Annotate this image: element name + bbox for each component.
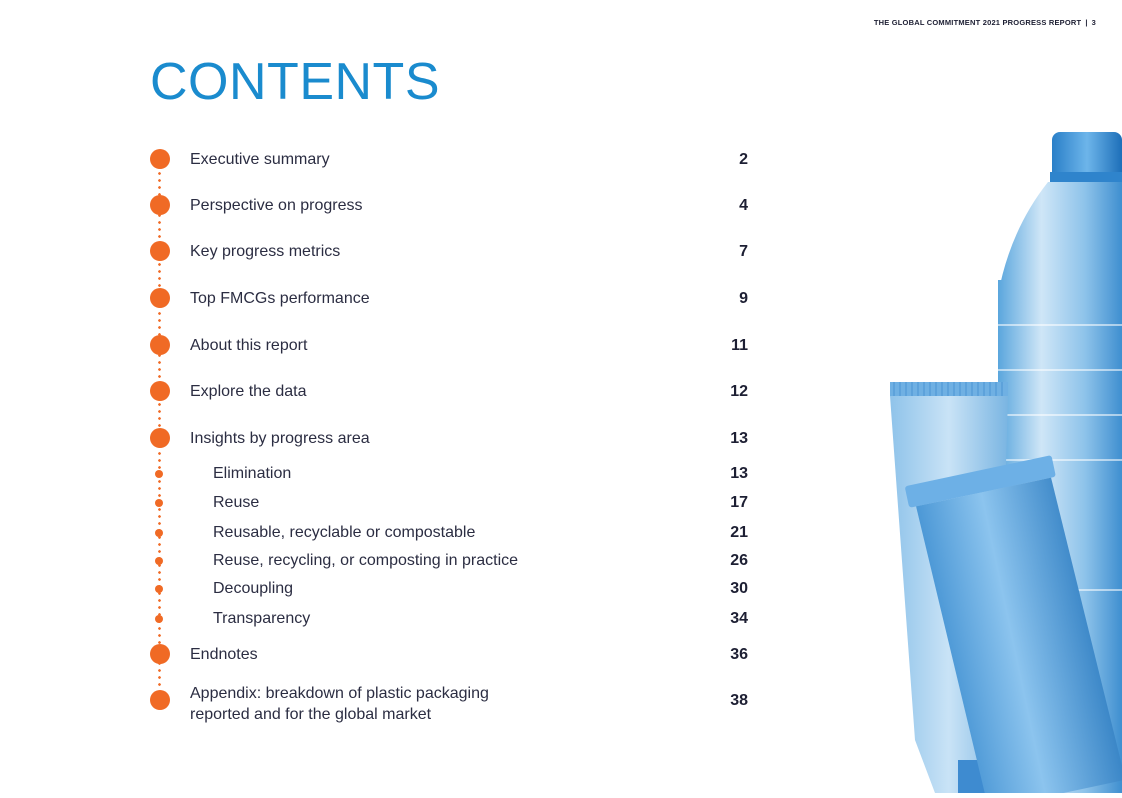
toc-label: Elimination xyxy=(213,465,292,482)
toc-label: Appendix: breakdown of plastic packaging reported and for the global market xyxy=(190,685,489,723)
toc-page: 21 xyxy=(730,524,748,541)
toc-label: Reusable, recyclable or compostable xyxy=(213,524,476,541)
toc-page: 34 xyxy=(730,610,748,627)
report-title: THE GLOBAL COMMITMENT 2021 PROGRESS REPORT xyxy=(873,18,1082,27)
toc-label: Perspective on progress xyxy=(190,197,363,214)
toc-subentry-decoupling[interactable] xyxy=(0,577,760,601)
running-header xyxy=(874,18,1096,27)
page-number: 3 xyxy=(1091,18,1096,27)
toc-label: Decoupling xyxy=(213,580,294,597)
toc-subentry-in-practice[interactable] xyxy=(0,549,760,573)
toc-page: 9 xyxy=(739,290,748,307)
toc-page: 36 xyxy=(730,646,748,663)
toc-page: 4 xyxy=(739,197,748,214)
toc-page: 2 xyxy=(739,151,748,168)
toc-entry-key-progress-metrics[interactable] xyxy=(0,240,760,264)
toc-page: 12 xyxy=(730,383,748,400)
toc-label: About this report xyxy=(190,337,308,354)
toc-subentry-reuse[interactable] xyxy=(0,491,760,515)
bullet-icon xyxy=(150,149,170,169)
toc-label: Top FMCGs performance xyxy=(190,290,370,307)
bullet-icon xyxy=(150,428,170,448)
toc-subentry-transparency[interactable] xyxy=(0,607,760,631)
toc-page: 11 xyxy=(731,337,748,354)
sub-bullet-icon xyxy=(155,615,163,623)
toc-page: 30 xyxy=(730,580,748,597)
bullet-icon xyxy=(150,381,170,401)
toc-label: Transparency xyxy=(213,610,311,627)
bullet-icon xyxy=(150,195,170,215)
toc-entry-perspective-on-progress[interactable] xyxy=(0,194,760,218)
toc-page: 17 xyxy=(730,494,748,511)
toc-entry-endnotes[interactable] xyxy=(0,643,760,667)
toc-subentry-reusable-recyclable-compostable[interactable] xyxy=(0,521,760,545)
sub-bullet-icon xyxy=(155,529,163,537)
bullet-icon xyxy=(150,690,170,710)
header-separator: | xyxy=(1085,18,1088,27)
toc-entry-insights-by-progress-area[interactable] xyxy=(0,427,760,451)
toc-entry-about-this-report[interactable] xyxy=(0,334,760,358)
toc-label: Executive summary xyxy=(190,151,330,168)
toc-entry-top-fmcgs-performance[interactable] xyxy=(0,287,760,311)
toc-label: Reuse xyxy=(213,494,260,511)
sub-bullet-icon xyxy=(155,499,163,507)
toc-page: 38 xyxy=(730,692,748,709)
bullet-icon xyxy=(150,644,170,664)
toc-label: Insights by progress area xyxy=(190,430,370,447)
toc-label: Endnotes xyxy=(190,646,258,663)
toc-label: Explore the data xyxy=(190,383,307,400)
bullet-icon xyxy=(150,241,170,261)
toc-entry-explore-the-data[interactable] xyxy=(0,380,760,404)
toc-entry-executive-summary[interactable] xyxy=(0,148,760,172)
sub-bullet-icon xyxy=(155,470,163,478)
sub-bullet-icon xyxy=(155,557,163,565)
plastic-packaging-photo-icon xyxy=(880,120,1122,793)
page-title: CONTENTS xyxy=(150,53,440,111)
toc-page: 7 xyxy=(739,243,748,260)
toc-page: 13 xyxy=(730,430,748,447)
toc-label: Reuse, recycling, or composting in practice xyxy=(213,552,519,569)
toc-page: 13 xyxy=(730,465,748,482)
toc-entry-appendix[interactable] xyxy=(0,685,760,723)
toc-page: 26 xyxy=(730,552,748,569)
bullet-icon xyxy=(150,288,170,308)
toc-subentry-elimination[interactable] xyxy=(0,462,760,486)
bullet-icon xyxy=(150,335,170,355)
sub-bullet-icon xyxy=(155,585,163,593)
toc-label: Key progress metrics xyxy=(190,243,341,260)
